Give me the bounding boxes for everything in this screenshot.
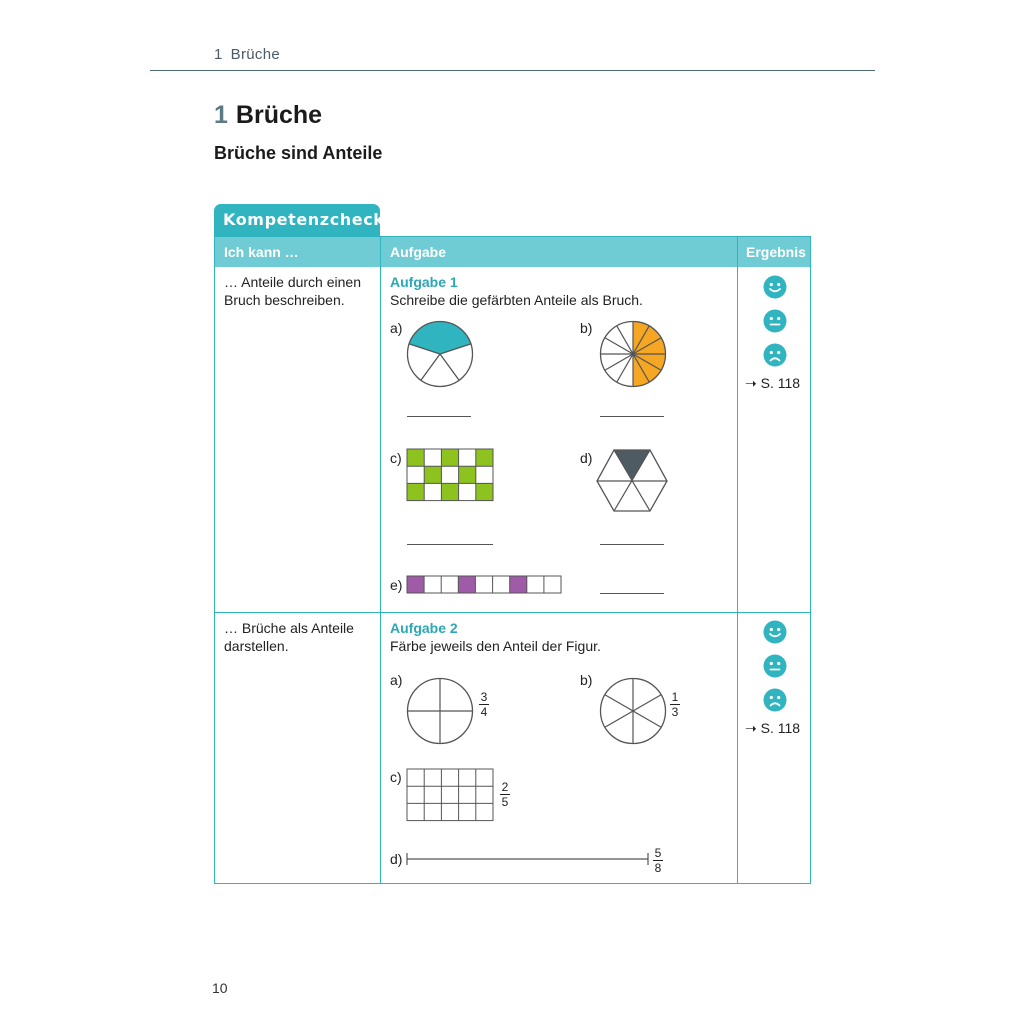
column-header-task: Aufgabe <box>390 244 446 260</box>
fraction-denominator: 4 <box>480 705 488 719</box>
row-divider <box>215 612 810 613</box>
kompetenzcheck-tag: Kompetenzcheck <box>214 204 380 236</box>
column-divider <box>380 237 381 883</box>
page-reference-1[interactable] <box>745 375 800 392</box>
column-header-result: Ergebnis <box>746 244 806 260</box>
running-head-chapter-name: Brüche <box>230 46 280 63</box>
table-header <box>215 237 810 267</box>
column-divider <box>737 237 738 883</box>
competence-table <box>214 236 811 884</box>
arrow-right-icon: ➝ <box>745 720 757 736</box>
fraction-denominator: 3 <box>671 705 679 719</box>
fraction-3-4 <box>479 691 489 718</box>
chapter-title-text: Brüche <box>235 101 323 129</box>
task1-label-c: c) <box>390 450 402 466</box>
circle-twelfths-figure <box>598 319 668 389</box>
answer-line-1a[interactable] <box>407 416 471 417</box>
task2-label-a: a) <box>390 672 403 688</box>
answer-line-1d[interactable] <box>600 544 664 545</box>
page-reference-text: S. 118 <box>760 375 801 391</box>
running-head <box>214 46 280 63</box>
sad-face-icon[interactable] <box>763 343 787 367</box>
section-subtitle: Brüche sind Anteile <box>214 143 383 163</box>
checkerboard-figure <box>406 448 494 502</box>
fraction-numerator: 2 <box>501 780 509 794</box>
task-text-2: Färbe jeweils den Anteil der Figur. <box>390 638 601 654</box>
chapter-title-number: 1 <box>214 101 228 129</box>
column-header-skill: Ich kann … <box>224 244 299 260</box>
task1-label-d: d) <box>580 450 593 466</box>
sad-face-icon[interactable] <box>763 688 787 712</box>
task1-label-a: a) <box>390 320 403 336</box>
running-head-chapter-number: 1 <box>214 46 223 63</box>
neutral-face-icon[interactable] <box>763 654 787 678</box>
answer-line-1e[interactable] <box>600 593 664 594</box>
line-segment-figure[interactable] <box>406 851 650 867</box>
circle-sixths-figure[interactable] <box>598 676 668 746</box>
arrow-right-icon: ➝ <box>745 375 757 391</box>
task2-label-d: d) <box>390 851 403 867</box>
fraction-2-5 <box>500 781 510 808</box>
page-number: 10 <box>212 980 228 996</box>
task2-label-b: b) <box>580 672 593 688</box>
circle-fifths-figure <box>405 319 475 389</box>
happy-face-icon[interactable] <box>763 275 787 299</box>
task1-label-e: e) <box>390 577 403 593</box>
fraction-5-8 <box>653 847 663 874</box>
bar-ninths-figure <box>406 575 563 595</box>
skill-text-1: … Anteile durch einen Bruch beschreiben. <box>224 274 361 308</box>
rectangle-grid-figure[interactable] <box>406 768 494 822</box>
answer-line-1b[interactable] <box>600 416 664 417</box>
circle-quarters-figure[interactable] <box>405 676 475 746</box>
fraction-numerator: 1 <box>671 690 679 704</box>
fraction-denominator: 8 <box>654 861 662 875</box>
task-text-1: Schreibe die gefärbten Anteile als Bruch. <box>390 292 643 308</box>
fraction-1-3 <box>670 691 680 718</box>
chapter-title <box>214 101 322 130</box>
header-rule <box>150 70 875 71</box>
fraction-numerator: 5 <box>654 846 662 860</box>
page-reference-text: S. 118 <box>760 720 801 736</box>
task1-label-b: b) <box>580 320 593 336</box>
task2-label-c: c) <box>390 769 402 785</box>
hexagon-sixths-figure <box>596 448 668 512</box>
skill-text-2: … Brüche als Anteile darstellen. <box>224 620 354 654</box>
neutral-face-icon[interactable] <box>763 309 787 333</box>
answer-line-1c[interactable] <box>407 544 493 545</box>
fraction-numerator: 3 <box>480 690 488 704</box>
happy-face-icon[interactable] <box>763 620 787 644</box>
task-title-1: Aufgabe 1 <box>390 274 458 290</box>
page-reference-2[interactable] <box>745 720 800 737</box>
fraction-denominator: 5 <box>501 795 509 809</box>
task-title-2: Aufgabe 2 <box>390 620 458 636</box>
